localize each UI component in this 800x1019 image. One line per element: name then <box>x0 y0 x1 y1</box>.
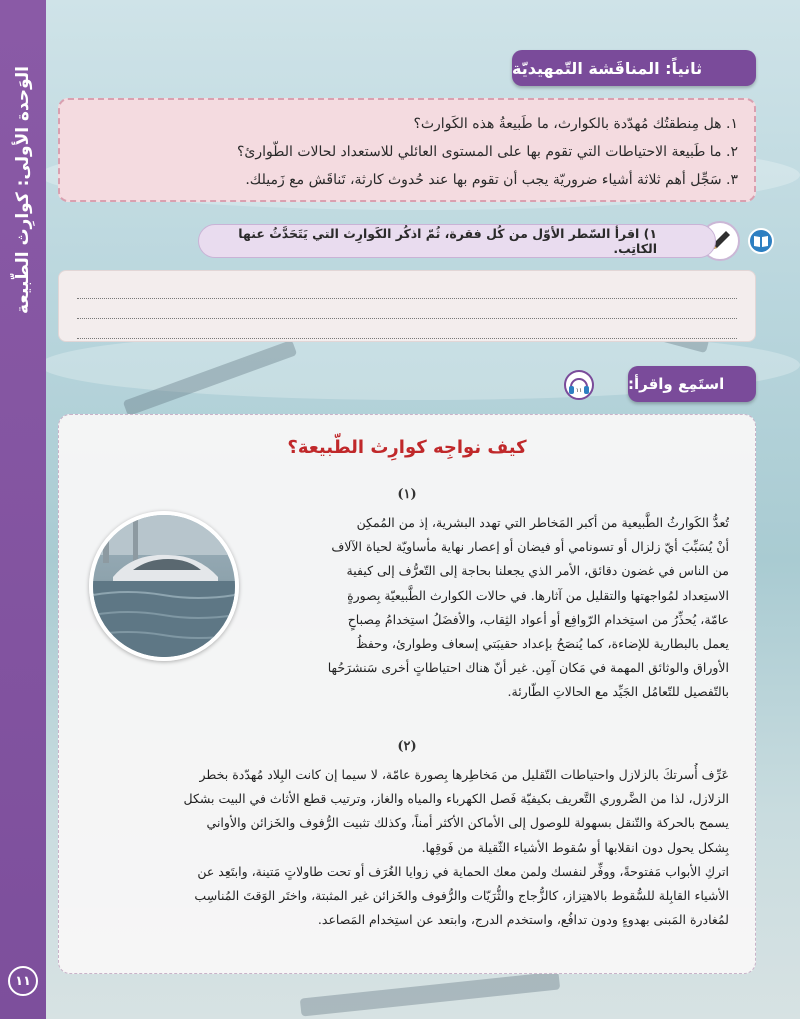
paragraph-line: الاستِعداد لمُواجهتها والتقليل من آثارها. في حالات الكوارث الطَّبيعيّة بِصورةٍ <box>347 587 729 603</box>
paragraph-2 <box>83 763 729 932</box>
answer-line[interactable] <box>77 305 737 319</box>
flooded-car-photo <box>89 511 239 661</box>
paragraph-line: أنْ يُسَبِّبَ أيّ زلزال أو تسونامي أو فيضان أو إعصار نهاية مأساويّة لحياة الآلاف <box>331 539 729 555</box>
paragraph-number: (٢) <box>397 739 417 754</box>
instruction-text: ١) اقرأ السّطر الأوّل من كُل فقرة، ثُمّ اذكُر الكَوارِث التي يَتَحَدَّثُ عنها الكاتِب. <box>238 226 657 256</box>
reading-passage <box>58 414 756 974</box>
paragraph-line: يعمل بالبطارية للإضاءة، كما يُنصَحُ بإعداد حقيبَتي إسعاف وطوارئ، وحفظُ <box>355 635 729 651</box>
answer-line[interactable] <box>77 285 737 299</box>
background-debris <box>300 971 560 1016</box>
paragraph-line: بالتّفصيل للتّعامُل الجَيِّد مع الحالاتِ الطّارئة. <box>507 684 729 700</box>
page-number: ١١ <box>8 966 38 996</box>
question-item: ٣. سَجِّل أهم ثلاثة أشياء ضروريّة يجب أن تقوم بها عند حُدوث كارثة، تَناقَش مع زَميلك. <box>245 172 738 188</box>
question-item: ١. هل مِنطقتُك مُهدّدة بالكوارث، ما طَبيعةُ هذه الكَوارث؟ <box>413 116 738 132</box>
paragraph-line: الأشياء القابِلة للسُّقوط بالاهتِزاز، كالزُّجاج والثُّرَيّات والرُّفوف والخَزائن غير المثبتة، واختَر الوَقتَ المُناسِب <box>194 887 729 903</box>
paragraph-line: لمُغادرة المَبنى بهدوءٍ ودون تدافُع، واستخدم الدرج، وابتعد عن استِخدام المَصاعد. <box>317 912 729 928</box>
paragraph-line: بِشكل يحول دون انقلابها أو سُقوط الأشياء الثّقيلة من فَوقِها. <box>421 839 729 855</box>
paragraph-number: (١) <box>397 487 417 502</box>
discussion-questions-box <box>58 98 756 202</box>
reading-instruction <box>198 224 716 258</box>
answer-area[interactable] <box>58 270 756 342</box>
paragraph-line: الزلازل، لذا من الضَّروري التَّعريف بكيفيّة فَصل الكهرباء والمياه والغاز، وترتيب قطع الأثاث في البيت بشكل <box>183 791 729 807</box>
paragraph-1 <box>259 511 729 705</box>
paragraph-line: يسمح بالحركة والتّنقل بسهولة للوصول إلى الأماكن الأكثر أمناً، وكذلك تثبيت الرُّفوف والخَزائن والأواني <box>206 815 729 831</box>
paragraph-line: اتركِ الأبواب مَفتوحةً، ووفِّر لنفسك ولمن معك الحماية في زوايا الغُرَف أو تحت طاولاتٍ مَتينة، وابتَعِد عن <box>197 863 729 879</box>
paragraph-line: من الناس في غضون دقائق، الأمر الذي يجعلنا بحاجة إلى التّعرُّف إلى كيفية <box>346 563 729 579</box>
answer-line[interactable] <box>77 325 737 339</box>
paragraph-line: الأوراق والوثائق المهمة في مَكان آمِن. غير أنّ هناك احتياطاتٍ أخرى سَنشرَحُها <box>327 660 729 676</box>
headphones-icon[interactable] <box>564 370 594 400</box>
book-icon <box>748 228 774 254</box>
section-title: ثانياً: المناقَشة التّمهيديّة <box>512 50 756 86</box>
audio-track-number: ١١ <box>575 387 583 394</box>
paragraph-line: تُعدُّ الكَوارثُ الطَّبيعية من أكبر المَخاطر التي تهدد البشرية، إذ من المُمكِن <box>356 515 729 530</box>
listen-read-title: استَمِع واقرأ: <box>628 366 756 402</box>
paragraph-line: عامّة، يُحذِّرُ من استِخدام الرّوافِع أو أعواد الثِقاب، والأفضَلُ استِخدامُ مِصباحٍ <box>347 611 729 627</box>
passage-title: كيف نواجِه كوارِث الطّبيعة؟ <box>287 437 527 458</box>
question-item: ٢. ما طَبيعة الاحتياطات التي تقوم بها على المستوى العائلي للاستعداد لحالات الطّوارئ؟ <box>236 144 738 160</box>
unit-title: الوَحدة الأولى: كوارِث الطّبيعة <box>13 66 33 314</box>
paragraph-line: عَرِّف أُسرتكَ بالزلازل واحتياطات التّقليل من مَخاطِرها بِصورة عامّة، لا سيما إن كانت البِلاد مُهدّدة بخطر <box>199 767 729 782</box>
